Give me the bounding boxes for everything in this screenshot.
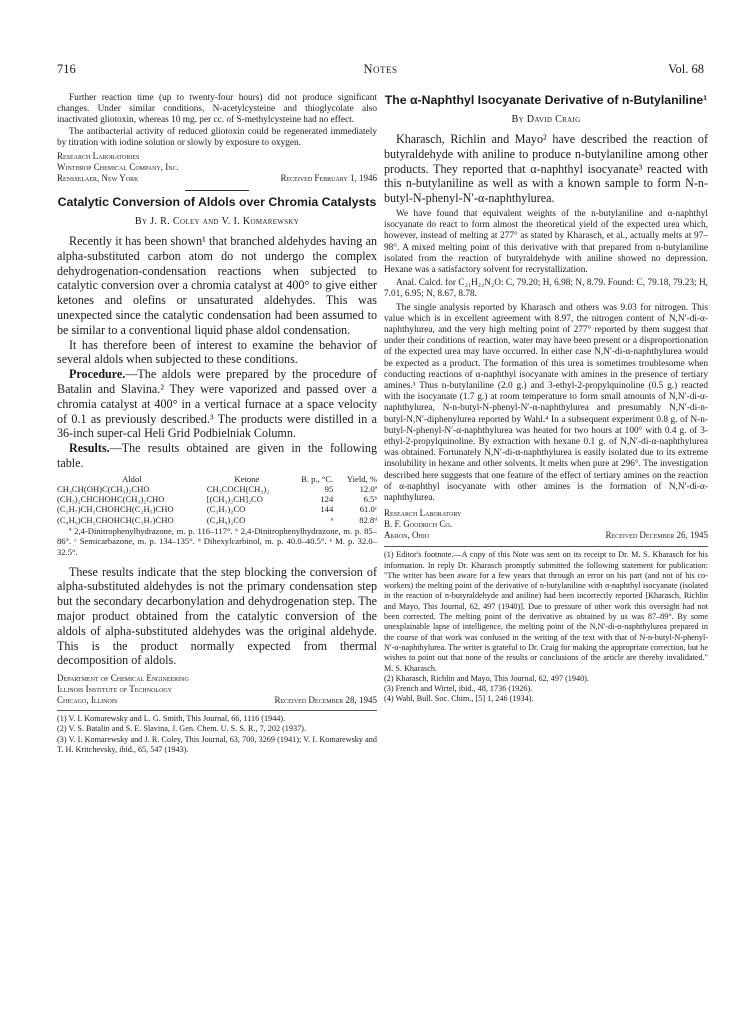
body-paragraph: These results indicate that the step blocking the conversion of alpha-substituted aldehydes is not the primary condensation step but the secondary decarbonylation and dehydrogenation step. The major product obtained from the catalytic conversion of the aldols of alpha-substituted aldehydes was the original aldehyde. This is the product normally expected from thermal decomposition of aldols. (57, 564, 377, 668)
table-header: Aldol Ketone B. p., °C. Yield, % (122, 473, 377, 484)
footnote: (4) Wahl, Bull. Soc. Chim., [5] 1, 246 (1934). (384, 694, 534, 704)
affiliation: Research Laboratory B. F. Goodrich Co. Akron, Ohio Received December 26, 1945 (384, 508, 708, 541)
affiliation-city: Chicago, Illinois (57, 695, 118, 706)
body-paragraph: Kharasch, Richlin and Mayo² have described the reaction of butyraldehyde with aniline to produce n-butylaniline among other products. They reported that α-naphthyl isocyanate³ reacted with this n-butylaniline as well as with a known sample to form N-n-butyl-N-phenyl-N′-α-naphthylurea. (384, 132, 708, 206)
footnotes (384, 550, 708, 704)
analysis-paragraph: Anal. Calcd. for C₂₁H₂₂N₂O: C, 79.20; H, 6.98; N, 8.79. Found: C, 79.18, 79.23; H, 7.01, 6.95; N, 8.67, 8.78. (384, 278, 708, 300)
continued-paragraph: The antibacterial activity of reduced gliotoxin could be regenerated immediately by titration with iodine solution or slowly by exposure to oxygen. (57, 126, 377, 148)
page-number: 716 (57, 62, 76, 76)
left-column (57, 93, 377, 755)
body-paragraph: Results.—The results obtained are given in the following table. (57, 441, 377, 470)
received-date: Received December 28, 1945 (274, 695, 377, 706)
article-byline: By David Craig (511, 114, 581, 125)
footnote: (3) V. I. Komarewsky and J. R. Coley, This Journal, 63, 700, 3269 (1941); V. I. Komarewsky and T. H. Kritchevsky, ibid., 65, 547 (1943). (57, 734, 377, 755)
body-paragraph: Recently it has been shown¹ that branched aldehydes having an alpha-substituted carbon atom do not undergo the complex dehydrogenation-condensation reactions when subjected to catalytic conversion over a chromia catalyst at 400° to give either ketones and olefins or unsaturated aldehydes. This was unexpected since the catalytic condensation had been assumed to be similar to a conventional liquid phase aldol condensation. (57, 234, 377, 337)
article-byline: By J. R. Coley and V. I. Komarewsky (134, 216, 300, 228)
aldol-table (57, 474, 377, 525)
article-title: Catalytic Conversion of Aldols over Chromia Catalysts (57, 195, 377, 210)
body-paragraph: The single analysis reported by Kharasch and others was 9.03 for nitrogen. This value which is in excellent agreement with 8.97, the nitrogen content of N,N′-di-α-naphthylurea, and the very high melting point of 277° reported by them suggest that under their conditions of reaction, water may have been present or a disproportionation of the expected urea may have occurred. In either case N,N′-di-α-naphthylurea would be expected as a product. The formation of this urea is sometimes troublesome when conducting reactions of α-naphthyl isocyanate with amines in the presence of tertiary amines.³ Thus n-butylaniline (2.0 g.) and 3-ethyl-2-propylquinoline (0.5 g.) reacted with the isocyanate (1.7 g.) at room temperature to form small amounts of N,N′-di-α-naphthylurea, N-n-butyl-N-phenyl-N′-α-naphthylurea and presumably N,N′-di-n-butyl-N,N′-diphenylurea reported by Wahl.⁴ In a subsequent experiment 0.8 g. of N-n-butyl-N-phenyl-N′-α-naphthylurea was heated for two hours at 100° with 0.4 g. of 3-ethyl-2-propylquinoline. By extraction with hexane 0.1 g. of N,N′-di-α-naphthylurea was obtained. Fortunately N,N′-di-α-naphthylurea is easily isolated due to its extreme insolubility in hexane and other solvents. It melts when pure at 296°. The investigation described here suggests that one feature of the effect of tertiary amines on the reaction of α-naphthyl isocyanate with other amines is the formation of N,N′-di-α-naphthylurea. (384, 302, 708, 504)
table-row: CH₃CH(OH)C(CH₃)₂CHO CH₃COCH(CH₃)₂ 95 12.0ª (57, 483, 377, 494)
affiliation-city: Akron, Ohio (384, 530, 430, 541)
section-title: Notes (363, 62, 398, 76)
table-row: (C₄H₉)CH₂CHOHCH(C₃H₇)CHO (C₄H₉)₂CO ᵉ 82.8ᵈ (57, 514, 377, 525)
affiliation-city: Rensselaer, New York (57, 173, 139, 184)
received-date: Received February 1, 1946 (280, 173, 377, 184)
body-paragraph: Procedure.—The aldols were prepared by the procedure of Batalin and Slavina.² They were vaporized and passed over a chromia catalyst at 400° in a vertical furnace at a space velocity of 0.1 as previously described.³ The products were distilled in a 36-inch super-cal Heli Grid Podbielniak Column. (57, 367, 377, 441)
continued-paragraph: Further reaction time (up to twenty-four hours) did not produce significant changes. Under similar conditions, N-acetylcysteine and thioglycolate also inactivated gliotoxin, whereas 10 mg. per cc. of S-methylcysteine had no effect. (57, 93, 377, 126)
footnote: (1) Editor's footnote.—A copy of this Note was sent on its receipt to Dr. M. S. Kharasch for his information. In reply Dr. Kharasch promptly submitted the following statement for publication: "The writer has been aware for a few years that through an error on his part (and not of his co-workers) the melting point of the derivative of n-butylaniline with α-naphthyl isocyanate (isolated in the reaction of n-butyraldehyde and aniline) had been incorrectly reported [Kharasch, Richlin and Mayo, This Journal, 62, 497 (1940)]. Due to pressure of other work this oversight had not been corrected. The melting point of the derivative as obtained by us was 87–89°. By some unexplainable lapse of intelligence, the melting point of the N,N′-di-α-naphthylurea prepared in the course of that work was confused in the writing of the text with that of N-n-butyl-N-phenyl-N′-α-naphthylurea. The writer is grateful to Dr. Craig for making the appropriate correction, but he wishes to point out that none of the results or conclusions of the article are thereby invalidated." M. S. Kharasch. (384, 550, 708, 673)
article-title: The α-Naphthyl Isocyanate Derivative of n-Butylaniline¹ (384, 93, 708, 107)
footnote-divider (384, 546, 708, 547)
affiliation: Research Laboratories Winthrop Chemical Company, Inc. Rensselaer, New York Received February 1, 1946 (57, 151, 377, 184)
footnotes (57, 714, 377, 755)
footnote: (1) V. I. Komarewsky and L. G. Smith, This Journal, 66, 1116 (1944). (57, 714, 286, 724)
right-column (384, 93, 708, 705)
received-date: Received December 26, 1945 (605, 530, 708, 541)
table-row: (CH₃)₂CHCHOHC(CH₃)₂CHO [(CH₃)₂CH]₂CO 124 6.5ᵇ (57, 494, 377, 505)
body-paragraph: We have found that equivalent weights of the n-butylaniline and α-naphthyl isocyanate do react to form almost the theoretical yield of the expected urea which, however, instead of melting at 277° as stated by Kharasch, et al., actually melts at 97–98°. A mixed melting point of this derivative with that prepared from n-butylaniline isolated from the reaction of butyraldehyde with aniline showed no depression. Hexane was a satisfactory solvent for recrystallization. (384, 208, 708, 275)
affiliation: Department of Chemical Engineering Illinois Institute of Technology Chicago, Illinois Received December 28, 1945 (57, 673, 377, 706)
footnote: (2) V. S. Batalin and S. E. Slavina, J. Gen. Chem. U. S. S. R., 7, 202 (1937). (57, 724, 306, 734)
footnote: (2) Kharasch, Richlin and Mayo, This Journal, 62, 497 (1940). (384, 673, 589, 683)
running-header (57, 62, 704, 82)
footnote-divider (57, 710, 377, 711)
body-paragraph: It has therefore been of interest to examine the behavior of several aldols when subjected to these conditions. (57, 337, 377, 367)
table-notes: ª 2,4-Dinitrophenylhydrazone, m. p. 116–117°. ᵇ 2,4-Dinitrophenylhydrazone, m. p. 85–86°. ᶜ Semicarbazone, m. p. 134–135°. ᵈ Dihexylcarbinol, m. p. 40.0–40.5°. ᵉ M. p. 32.0–32.5°. (57, 525, 377, 557)
footnote: (3) French and Wirtel, ibid., 48, 1736 (1926). (384, 684, 533, 694)
volume-label: Vol. 68 (668, 62, 704, 76)
divider (185, 190, 249, 191)
table-row: (C₃H₇)CH₂CHOHCH(C₂H₅)CHO (C₃H₇)₂CO 144 61.0ᶜ (57, 504, 377, 515)
